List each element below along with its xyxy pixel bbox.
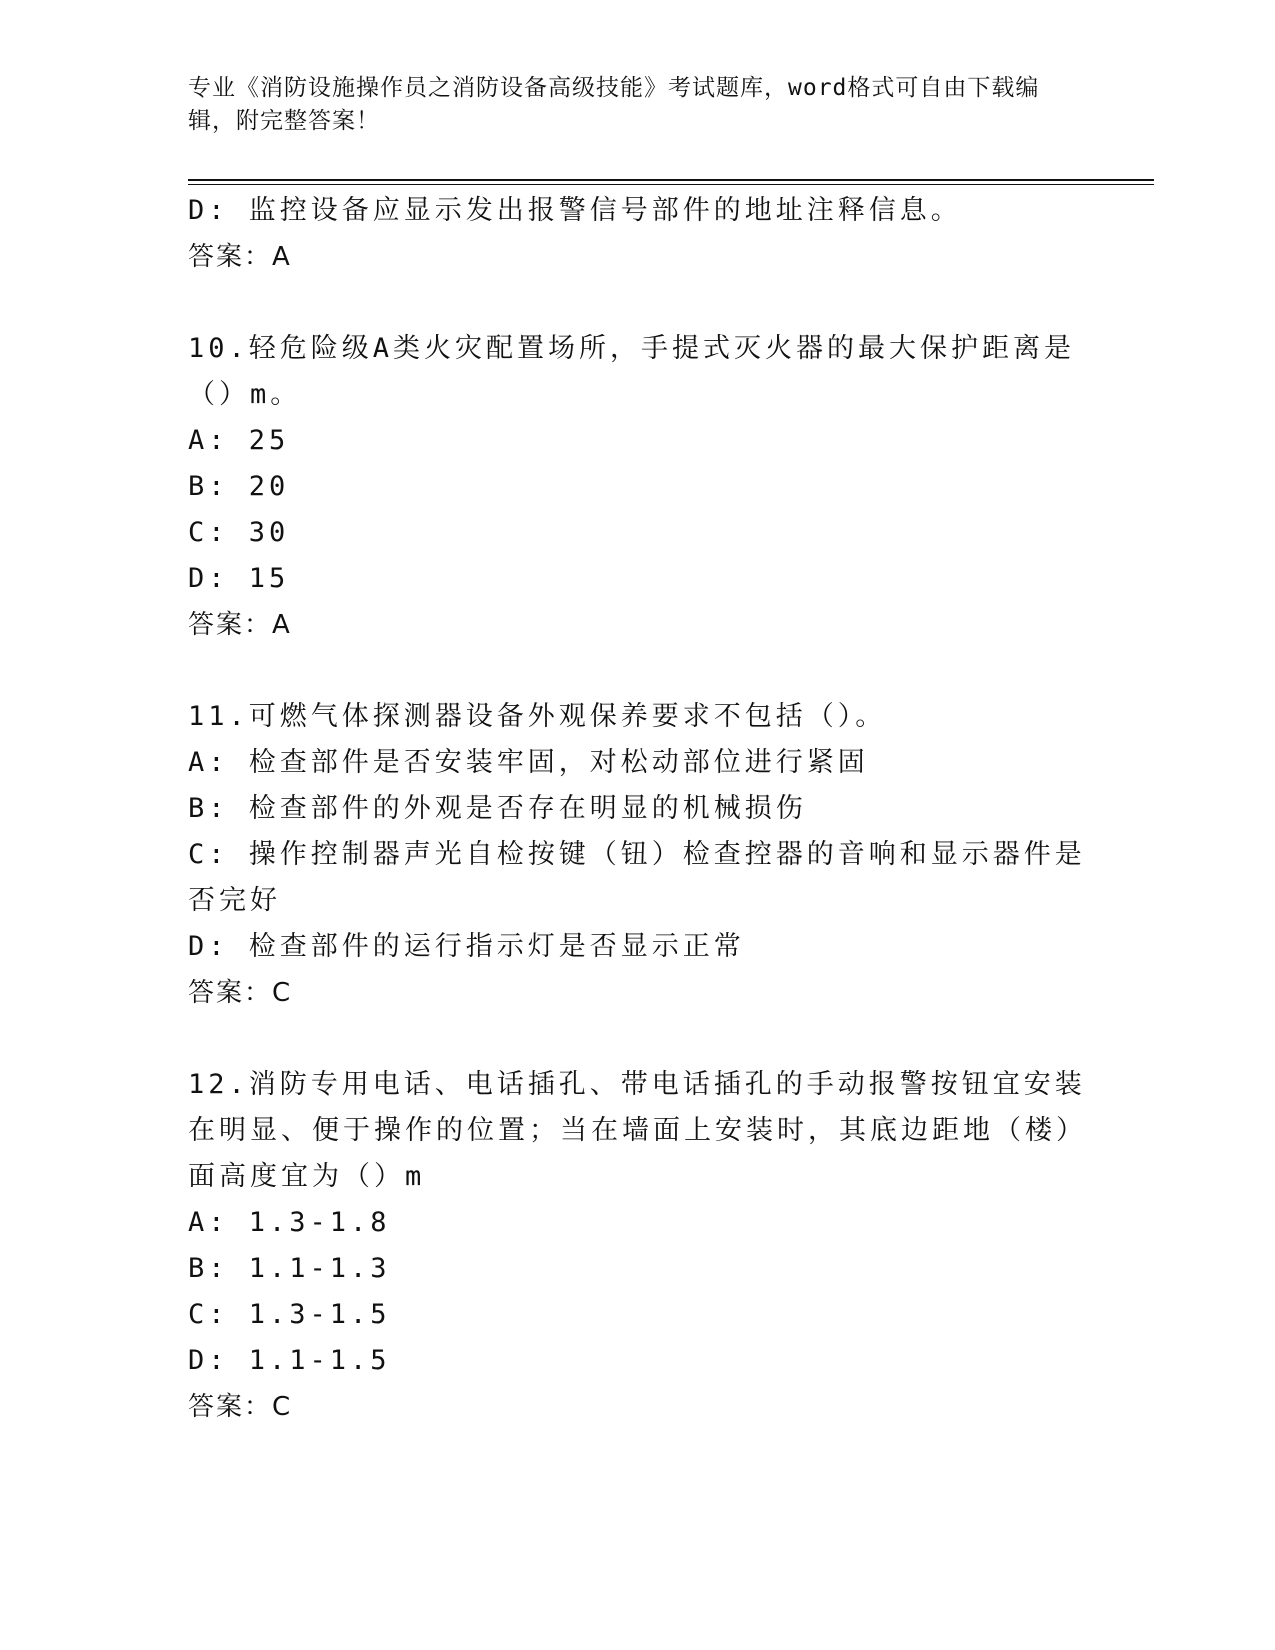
question-stem: 10.轻危险级A类火灾配置场所，手提式灭火器的最大保护距离是（）m。 — [188, 333, 1076, 410]
option-c: C: 1.3-1.5 — [188, 1299, 391, 1330]
option-c: C: 操作控制器声光自检按键（钮）检查控器的音响和显示器件是否完好 — [188, 839, 1086, 916]
header-divider-thick — [188, 179, 1154, 181]
option-b: B: 20 — [188, 471, 290, 502]
question-12 — [188, 1062, 1088, 1430]
option-d: D: 1.1-1.5 — [188, 1345, 391, 1376]
option-a: A: 检查部件是否安装牢固，对松动部位进行紧固 — [188, 747, 869, 778]
question-stem: 11.可燃气体探测器设备外观保养要求不包括（）。 — [188, 701, 887, 732]
question-11 — [188, 694, 1088, 1016]
question-content — [188, 188, 1088, 1430]
option-d: D: 检查部件的运行指示灯是否显示正常 — [188, 931, 745, 962]
question-stem: 12.消防专用电话、电话插孔、带电话插孔的手动报警按钮宜安装在明显、便于操作的位置；当在墙面上安装时，其底边距地（楼）面高度宜为（）m — [188, 1069, 1087, 1192]
option-c: C: 30 — [188, 517, 290, 548]
answer: 答案：C — [188, 1392, 293, 1422]
document-header: 专业《消防设施操作员之消防设备高级技能》考试题库，word格式可自由下载编辑，附完整答案！ — [188, 75, 1040, 134]
header-divider-thin — [188, 184, 1154, 185]
option-b: B: 检查部件的外观是否存在明显的机械损伤 — [188, 793, 807, 824]
answer: 答案：A — [188, 610, 292, 640]
option-b: B: 1.1-1.3 — [188, 1253, 391, 1284]
answer: 答案：C — [188, 978, 293, 1008]
prev-question-option-d: D: 监控设备应显示发出报警信号部件的地址注释信息。 — [188, 195, 962, 226]
option-d: D: 15 — [188, 563, 290, 594]
prev-question-answer: 答案：A — [188, 242, 292, 272]
option-a: A: 25 — [188, 425, 290, 456]
question-10 — [188, 326, 1088, 648]
option-a: A: 1.3-1.8 — [188, 1207, 391, 1238]
